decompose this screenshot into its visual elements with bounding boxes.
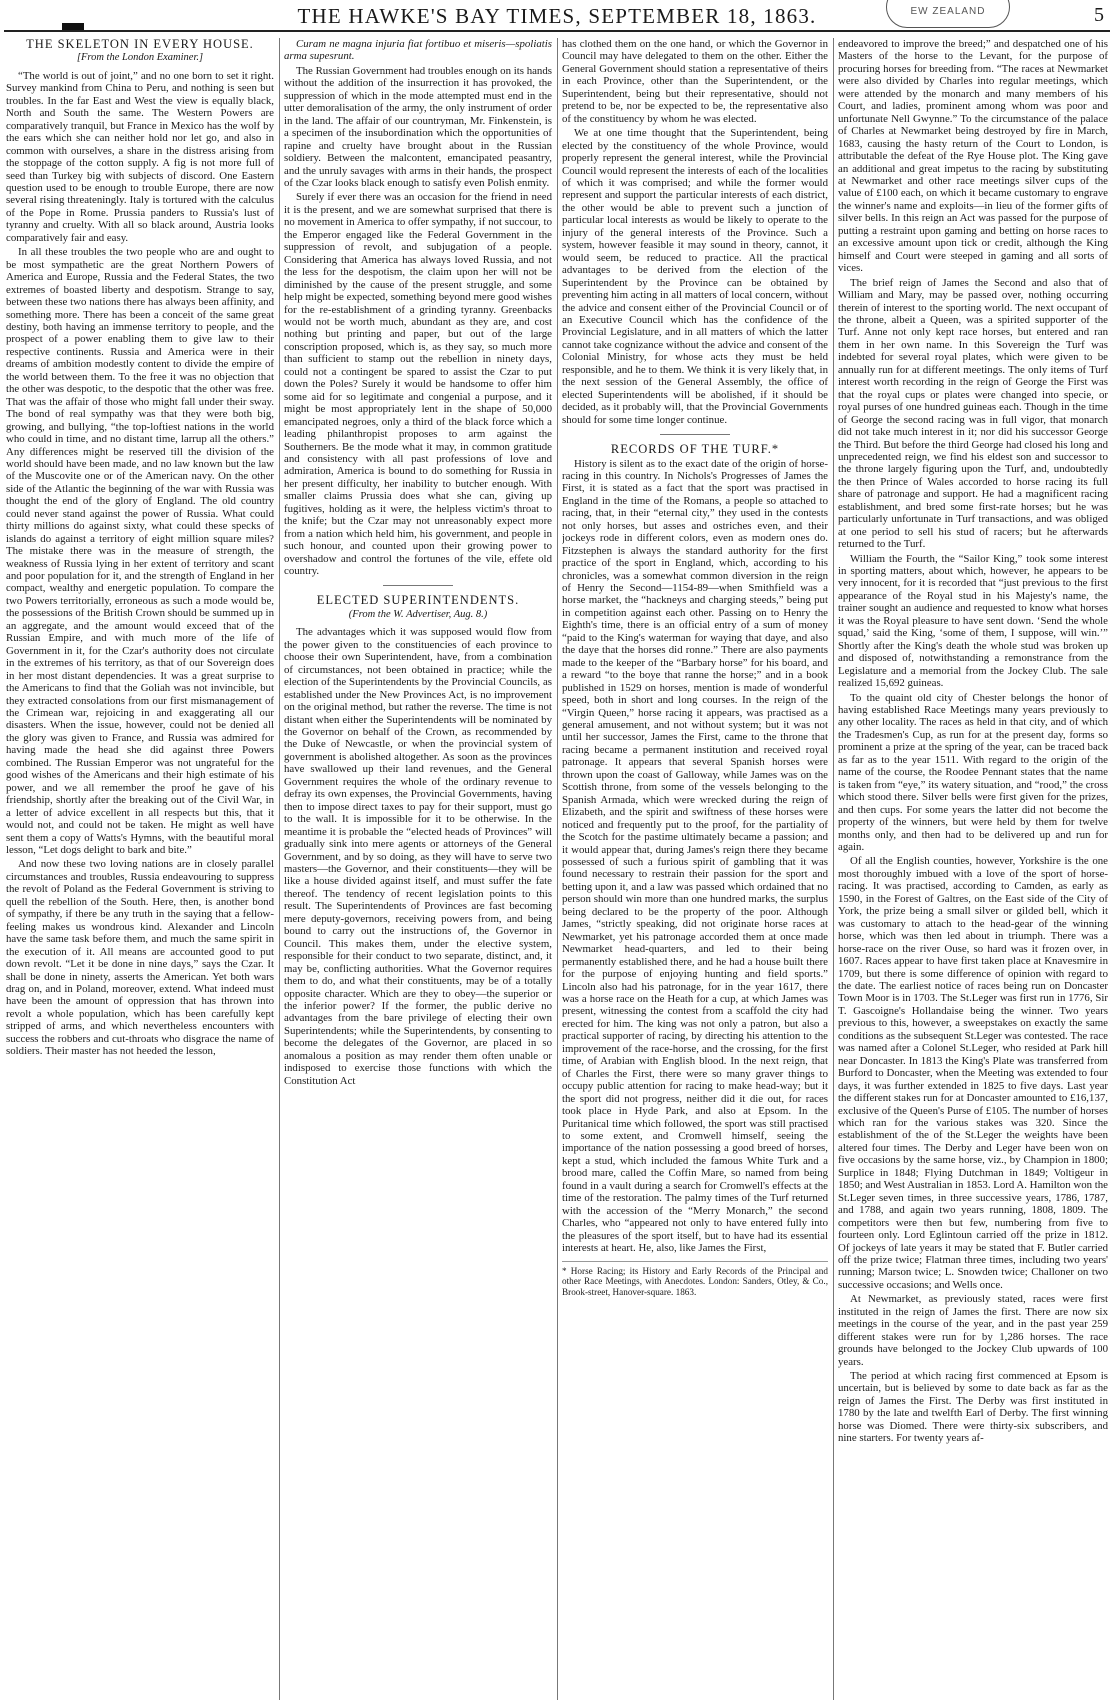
turf-paragraph: Of all the English counties, however, Yorkshire is the one most thoroughly imbued with a love of the sport of horse-racing. It was practised, according to Camden, as early as 1590, in the Forest of Galtres, on the East side of the City of York, the prize being a small silver or gilded bell, which it was customary to attach to the head-gear of the winning horse, which was then led about in triumph. There was a horse-race on the river Ouse, so hard was it frozen over, in 1607. Races appear to have first taken place at Knavesmire in 1709, but there is some difference of opinion with regard to the date. The earliest notice of races being run on Doncaster Town Moor is in 1703. The St.Leger was first run in 1776, Sir T. Gascoigne's Hollandaise being the winner. Two years previous to this, however, a sweepstakes on exactly the same conditions as the subsequent St.Leger was contested. The race was named after a Colonel St.Leger, who resided at Park hill near Doncaster. In 1813 the King's Plate was transferred from Burford to Doncaster, when the Meeting was extended to four days, it was further extended in 1825 to five days. Last year the different stakes run for at Doncaster amounted to £16,137, exclusive of the Queen's Purse of £105. The number of horses which ran for the various stakes was 320. Since the establishment of the of the St.Leger the weights have been altered four times. The Derby and Leger have been won on five occasions by the same horse, viz., by Champion in 1800; Surplice in 1848; Flying Dutchman in 1849; Voltigeur in 1850; and West Australian in 1853. Lord A. Hamilton won the St.Leger seven times, in three successive years, 1786, 1787, and 1788, and again two years running, 1808, 1809. The competitors were then but few, numbering from five to fourteen only. Lord Eglintoun carried off the prize in 1812. Of jockeys of late years it may be stated that F. Butler carried off the prize twice; Flatman three times, including two years' running; Marson twice; L. Snowden twice; Challoner on two successive occasions; and Wells once. (838, 855, 1108, 1291)
turf-paragraph: At Newmarket, as previously stated, races were first instituted in the reign of James the first. There are now six meetings in the course of the year, and in the past year 259 different stakes were run for by 1,286 horses. The race grounds have belonged to the Jockey Club upwards of 100 years. (838, 1293, 1108, 1368)
column-1 (6, 38, 274, 1698)
skeleton-paragraph: In all these troubles the two people who are and ought to be most sympathetic are the great Northern Powers of America and Europe, Russia and the Federal States, the two extremes of boasted liberty and despotism. Strange to say, between these two nations there has always been affinity, and something more. There has been a conceit of the same great destiny, both having an immense territory to people, and the prospect of a power enabling them to give law to their respective continents. Russia and America were in their dreams of ambition modestly content to divide the empire of the world between them. To the free it was no objection that the other was despotic, to the despotic that the other was free. That was the affair of those who might fall under their sway. The bond of real sympathy was that they were both big, growing, and bullying, “the top-loftiest nations in the world who could in time, and no distant time, larrup all the others.” Any differences might be reserved till the division of the world should have been made, and no law known but the law of the Muscovite one or of the American navy. On the other side of the Atlantic the beginning of the war with Russia was thought the end of the glory of England. The old country could never stand against the power of Russia. What could thirty millions do against sixty, what could these specks of islands do against a territory of eight million square miles? The mistake there was in the measure of strength, the weakness of Russia lying in her extent of territory and scant and poor population for it, and the strength of England in her compact, wealthy and energetic population. To compare the two Powers territorially, erroneous as such a mode would be, the possessions of the British Crown should be summed up in an aggregate, and the amount would exceed that of the Russian Empire, and with much more of the life of Government in it, for the Czar's authority does not circulate in the extremes of his territory, as that of our Sovereign does in her most distant dependencies. It was a great surprise to the Americans to find that the Goliah was not invincible, but they extracted consolations from our first mismanagement of the Crimean war, rejoicing in and exaggerating all our disasters. When the issue, however, could not be denied all the glory was given to France, and Russia was admired for having made the head she did against three Powers combined. The Russian Emperor was not ungrateful for the good wishes of the Americans and their high estimate of his power, and we all remember the proof he gave of his friendship, shortly after the breaking out of the Civil War, in a letter of advice excellent in all respects but this, that it would not, and could not be taken. He might as well have sent them a copy of Watts's Hymns, with the beautiful moral lesson, “Let dogs delight to bark and bite.” (6, 246, 274, 856)
library-stamp-icon: EW ZEALAND (886, 0, 1010, 28)
article-separator (660, 434, 730, 435)
column-divider (279, 38, 280, 1700)
masthead-rule (4, 30, 1110, 32)
page-number: 5 (1094, 4, 1104, 26)
skeleton-paragraph: Surely if ever there was an occasion for the friend in need it is the present, and we are somewhat surprised that there is no movement in America to offer sympathy, if not succour, to the Emperor engaged like the Federal Government in the suppression of revolt, and subjugation of a people. Considering that America has always loved Russia, and not the less for the despotism, the claim upon her will not be diminished by the cause of the present struggle, and some help might be expected, something beyond mere good wishes for the re-establishment of a grinding tyranny. Greenbacks would not be worth much, abundant as they are, and cost nothing but printing and paper, but out of the large conscription proposed, which is, as they say, so much more than sufficient to stamp out the rebellion in ninety days, could not a contingent be spared to assist the Czar to put down the Poles? Surely it would be handsome to offer him some aid for so legitimate and congenial a purpose, and it might be most appropriately lent in the shape of 50,000 emancipated negroes, only a third of the black force which a leading philanthropist proposes to arm against the Southerners. Be the mode what it may, in common gratitude and consistency with all past professions of love and admiration, America is bound to do something for Russia in her present difficulty, her inability to butcher enough. With smaller claims Prussia does what she can, giving up fugitives, holding as it were, the helpless victim's throat to the knife; but the Czar may not unreasonably expect more from a nation which held him, his government, and people in such honour, and counted upon their growing power to overshadow and control the fortunes of the vile, effete old country. (284, 191, 552, 578)
article-source-elected: (From the W. Advertiser, Aug. 8.) (348, 608, 488, 620)
article-heading-skeleton: THE SKELETON IN EVERY HOUSE. (26, 38, 254, 51)
article-heading-elected: ELECTED SUPERINTENDENTS. (316, 593, 520, 608)
elected-paragraph: has clothed them on the one hand, or which the Governor in Council may have delegated to them on the other. Either the General Government should station a representative of theirs in each Province, other than the Superintendent, or the Superintendent, being but their representative, should not pretend to be, nor be expected to be, the representative also of the constituency by whom he was elected. (562, 38, 828, 125)
article-separator (383, 585, 453, 586)
turf-footnote: * Horse Racing; its History and Early Records of the Principal and other Race Meetings, with Anecdotes. London: Sanders, Otley, & Co., Brook-street, Hanover-square. 1863. (562, 1261, 828, 1298)
elected-paragraph: We at one time thought that the Superintendent, being elected by the constituency of the whole Province, would properly represent the general interest, while the Provincial Council would represent the interests of each of the localities of which it was comprised; and while the former would represent and support the particular interests of each district, the other would be able to prevent such a junction of particular local interests as would be likely to operate to the injury of the general interests of the Province. Such a system, however feasible it may sound in theory, cannot, it would seem, be reduced to practice. All the practical advantages to be derived from the election of the Superintendent by the Province can be obtained by preventing him acting in all matters of local concern, without the advice and consent either of the Provincial Council or of an Executive Council which has the confidence of the Provincial Legislature, and in all matters of which the latter cannot take cognizance without the advice and consent of the Colonial Ministry, for whose acts they must be held responsible, and he to them. We think it is very likely that, in the next session of the General Assembly, the office of elected Superintendents will be abolished, if it should be decided, as it probably will, that the Provincial Governments should for some time longer continue. (562, 127, 828, 426)
turf-paragraph: William the Fourth, the “Sailor King,” took some interest in sporting matters, about which, however, he appears to be very innocent, for it is recorded that “just previous to the first appearance of the Royal stud in his Majesty's name, the trainer sought an audience and requested to know what horses it was the Royal pleasure to have sent down. ‘Send the whole squad,’ said the King, ‘some of them, I suppose, will win.’” Shortly after the King's death the whole stud was broken up and disposed of, notwithstanding a remonstrance from the Legislature and a memorial from the Jockey Club. The sale realized 15,692 guineas. (838, 552, 1108, 690)
turf-paragraph: The period at which racing first commenced at Epsom is uncertain, but is believed by some to date back as far as the reign of James the First. The Derby was first instituted in 1780 by the late and twelfth Earl of Derby. The first winning horse was Diomed. There were thirty-six subscribers, and nine starters. For twenty years af- (838, 1370, 1108, 1445)
masthead (0, 0, 1114, 34)
column-3 (562, 38, 828, 1698)
article-source-skeleton: [From the London Examiner.] (76, 52, 204, 64)
column-4 (838, 38, 1108, 1698)
turf-paragraph: History is silent as to the exact date of the origin of horse-racing in this country. In Nichols's Progresses of James the First, it is stated as a fact that the sport was practised in England in the time of the Romans, a people so attached to racing, that, in their “eternal city,” they used in the contests not only horses, but asses and ostriches even, and their jockeys rode in different colors, even as modern ones do. Fitzstephen is always the standard authority for the first practice of the sport in England, which, according to his chronicles, was a somewhat common diversion in the reign of Henry the Second—1154-89—when Smithfield was a horse market, the “hackneys and charging steeds,” being put in competition against each other. Passing on to Henry the Eighth's time, there is an official entry of a sum of money “paid to the King's waterman for waying that daye, and also the daye that the horses did ronne.” There are also payments made to the keeper of the “Barbary horse” for his board, and a reward “to the boye that ranne the horse;” and in a book published in 1529 on horses, mention is made of wonderful speed, both in short and long courses. In the reign of the “Virgin Queen,” horse racing it appears, was practised as a general amusement, and not without system; but it was not until her successor, James the First, came to the throne that racing became a permanent institution and received royal patronage. It appears that several Spanish horses were thrown upon the coast of Galloway, while James was on the Scottish throne, from some of the vessels belonging to the Spanish Armada, which were wrecked during the reign of Elizabeth, and the spirit and swiftness of these horses were noticed and frequently put to the proof, for the partiality of the Scotch for the pastime ultimately became a passion; and it would appear that, during James's reign there they became possessed of such a furious spirit of gambling that it was found necessary to restrain their passion for the sport and betting upon it, and a law was passed which ordained that no person should win more than one hundred marks, the surplus being declared to be the property of the poor. Although James, “strictly speaking, did not originate horse races at Newmarket, yet his patronage accorded them at once made Newmarket head-quarters, and led to their being permanently established there, and he had a house built there for the purpose of enjoying hunting and field sports.” Lincoln also had his patronage, for in the year 1617, there was a horse race on the Heath for a cup, at which James was present, witnessing the contest from a scaffold the city had erected for him. The king was not only a patron, but also a practical supporter of racing, by directing his attention to the improvement of the race-horse, and the crossing, for the first time, of Arabian with English blood. In the next reign, that of Charles the First, there were so many graver things to occupy public attention for racing to make head-way; but it the sport did not progress, neither did it die out, for races took place in Hyde Park, and also at Epsom. In the Puritanical time which followed, the sport was still practised to some extent, and Cromwell himself, seeing the importance of the nation possessing a good breed of horses, kept a stud, which included the famous White Turk and a brood mare, called the Coffin Mare, so named from being found in a vault during a search for Cromwell's effects at the time of the restoration. The palmy times of the Turf returned with the accession of the “Merry Monarch,” the second Charles, who “appeared not only to have entered fully into the pleasures of the sport itself, but to have had its essential interests at heart. He, also, like James the First, (562, 457, 828, 1255)
article-heading-turf: RECORDS OF THE TURF.* (610, 442, 780, 457)
column-divider (557, 38, 558, 1700)
skeleton-paragraph: The Russian Government had troubles enough on its hands without the addition of the insurrection it has provoked, the suppression of which in the mode attempted must end in the utter demoralisation of the army, the only instrument of order in the land. The affair of our countryman, Mr. Finkenstein, is a specimen of the insubordination which the opportunities of rapine and cruelty have brought about in the Russian soldiery. Between the malcontent, emancipated peasantry, and the unruly savages with arms in their hands, the prospect of the Czar looks black enough to satisfy even Polish enmity. (284, 64, 552, 189)
turf-paragraph: To the quaint old city of Chester belongs the honor of having established Race Meetings many years previously to any other locality. The races as held in that city, and of which the Tradesmen's Cup, as run for at the present day, forms so prominent a prize at the spring of the year, can be traced back as far as to the year 1511. With regard to the origin of the name of the course, the Roodee Pennant states that the name is taken from “eye,” its watery situation, and “rood,” the cross which stood there. Silver bells were first given for the prizes, and then cups. For some years the latter did not become the property of the winners, but were held by them for twelve months only, and then had to be delivered up and run for again. (838, 691, 1108, 853)
newspaper-title: THE HAWKE'S BAY TIMES, SEPTEMBER 18, 1863. (297, 4, 817, 28)
skeleton-paragraph: “The world is out of joint,” and no one born to set it right. Survey mankind from China to Peru, and nothing is seen but troubles. In the far East and West the view is equally black, North and South the same. The Western Powers are comparatively tranquil, but France in Mexico has the wolf by the ears which she can neither hold nor let go, and also in common with ourselves, a share in the distress arising from the stoppage of the cotton supply. A fig is not more full of seed than Turkey big with subjects of discord. One Eastern question used to be enough to trouble Europe, there are now several rising threateningly. Italy is tortured with the calculus of the Pope in Rome. Prussia panders to Russia's lust of tyranny and cruelty. With all so black around, Austria looks comparatively fair and easy. (6, 69, 274, 244)
skeleton-paragraph: And now these two loving nations are in closely parallel circumstances and troubles, Russia endeavouring to suppress the revolt of Poland as the Federal Government is striving to quell the rebellion of the South. Here, then, is another bond of sympathy, if there be any truth in the saying that a fellow-feeling makes us wondrous kind. Alexander and Lincoln have the same task before them, and much the same spirit in the execution of it. All means are accounted good to put down revolt. “Let it be done in nine days,” says the Czar. It shall be done in ninety, asserts the American. Yet both wars drag on, and in Poland, moreover, extend. What indeed must have been the amount of oppression that has thrown into revolt a whole population, which has been carefully kept stripped of arms, and which nevertheless encounters with success the robbers and cut-throats who disgrace the name of soldiers. Their master has not heeded the lesson, (6, 858, 274, 1058)
column-2 (284, 38, 552, 1698)
column-divider (833, 38, 834, 1700)
elected-paragraph: The advantages which it was supposed would flow from the power given to the constituencies of each province to choose their own Superintendent, have, from a combination of circumstances, not been obtained in practice; while the election of the Superintendents by the Provincial Councils, as established under the New Provinces Act, is no improvement on the original method, but rather the reverse. The time is not distant when either the Superintendents will be nominated by the Governor on behalf of the Crown, as recommended by the Duke of Newcastle, or when the provincial system of government is abolished altogether. As soon as the provinces have swallowed up their land revenues, and the General Government requires the whole of the ordinary revenue to defray its own expenses, the Provincial Governments, having then to impose direct taxes to pay for their support, must go to the wall. It is impossible for it to be otherwise. In the meantime it is probable the “elected heads of Provinces” will gradually sink into mere agents or attorneys of the General Government, and by so doing, as they will have to serve two masters—the Governor, and their constituents—they will be like a house divided against itself, and must suffer the fate thereof. The tendency of recent legislation points to this result. The Superintendents of Provinces are fast becoming mere deputy-governors, receiving powers from, and being bound to carry out the instructions of, the Governor in Council. This makes them, under the elective system, responsible for their conduct to two separate, distinct, and, it may be, conflicting authorities. What the Governor requires them to do, and what their constituents, may be of a totally opposite character. Which are they to obey—the superior or the inferior power? If the former, the public derive no advantages from the bare privilege of electing their own Superintendents; while the Superintendents, by consenting to become the delegates of the Governor, are placed in so anomalous a position as may render them often unable or indisposed to exercise those functions with which the Constitution Act (284, 626, 552, 1087)
turf-paragraph: The brief reign of James the Second and also that of William and Mary, may be passed over, nothing occurring therein of interest to the sporting world. The next occupant of the throne, albeit a Queen, was a spirited supporter of the Turf. Anne not only kept race horses, but entered and ran them in her own name. In this Sovereign the Turf was indebted for several royal plates, which were given to be annually run for at different meetings. The only items of Turf interest worth recording in the reign of George the First was that the royal cups or plates were changed into specie, or royal purses of one hundred guineas each. Though in the time of George the second racing was in full vigor, that monarch did not take much interest in it; nor did his successor George the Third. But before the third George had closed his long and unprecedented reign, we find his eldest son and successor to the throne largely figuring upon the Turf, and, undoubtedly the then Prince of Wales accorded to horse racing its full share of patronage and support. He had a magnificent racing establishment, and bred some first-rate horses; but he was particularly unfortunate in Turf transactions, and was obliged at one period to sell his stud of racers; but he afterwards returned to the Turf. (838, 276, 1108, 551)
turf-paragraph: endeavored to improve the breed;” and despatched one of his Masters of the horse to the Levant, for the purpose of procuring horses for breeding from. “The races at Newmarket were also divided by Charles into regular meetings, which were attended by the monarch and many members of his Court, and ladies, prominent among whom was poor and unfortunate Nell Gwynne.” To the circumstance of the palace of Charles at Newmarket being destroyed by fire in March, 1683, causing the hasty return of the Court to London, is attributable the defeat of the Rye House plot. The King gave an additional and great impetus to the racing by substituting at Newmarket and other race meetings silver cups of the value of £100 each, on which it became customary to engrave the winner's name and exploits—in lieu of the former gifts of silver bells. In this reign an Act was passed for the purpose of putting a restraint upon gaming and betting on horse races to an excessive amount upon tick or credit, although the King himself and Court were steeped in gaming and all sorts of vices. (838, 38, 1108, 275)
latin-motto: Curam ne magna injuria fiat fortibuo et miseris—spoliatis arma supesrunt. (284, 38, 552, 63)
